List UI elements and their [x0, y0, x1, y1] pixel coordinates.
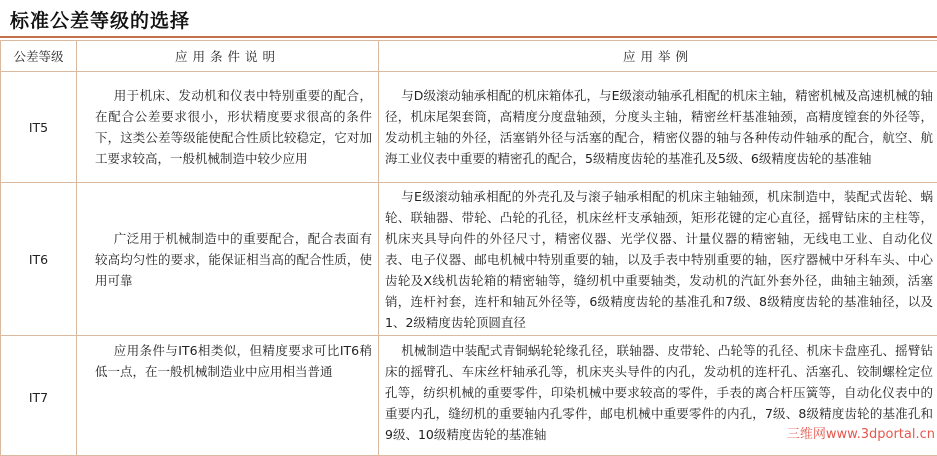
header-condition: 应用条件说明: [77, 41, 379, 72]
table-row: [1, 183, 937, 336]
grade-cell: IT5: [1, 72, 77, 183]
grade-cell: IT7: [1, 336, 77, 456]
example-cell: 与D级滚动轴承相配的机床箱体孔，与E级滚动轴承孔相配的机床主轴，精密机械及高速机械的轴径，机床尾架套筒，高精度分度盘轴颈，分度头主轴，精密丝杆基准轴颈，高精度镗套的外径等，发动机主轴的外径，活塞销外径与活塞的配合，精密仪器的轴与各种传动件轴承的配合，航空、航海工业仪表中重要的精密孔的配合，5级精度齿轮的基准孔及5级、6级精度齿轮的基准轴: [379, 72, 937, 183]
title-bar: [0, 0, 937, 38]
grade-cell: IT6: [1, 183, 77, 336]
site-watermark: 三维网www.3dportal.cn: [787, 423, 935, 442]
header-example: 应用举例: [379, 41, 937, 72]
example-cell: 与E级滚动轴承相配的外壳孔及与滚子轴承相配的机床主轴轴颈，机床制造中，装配式齿轮、蜗轮、联轴器、带轮、凸轮的孔径，机床丝杆支承轴颈，矩形花键的定心直径，摇臂钻床的主柱等，机床夹具导向件的外径尺寸，精密仪器、光学仪器、计量仪器的精密轴，无线电工业、自动化仪表、电子仪器、邮电机械中特别重要的轴，以及手表中特别重要的轴，医疗器械中牙科车头、中心齿轮及X线机齿轮箱的精密轴等，缝纫机中重要轴类，发动机的汽缸外套外径，曲轴主轴颈，活塞销，连杆衬套，连杆和轴瓦外径等，6级精度齿轮的基准孔和7级、8级精度齿轮的基准轴径，以及1、2级精度齿轮顶圆直径: [379, 183, 937, 336]
tolerance-grade-table: [0, 40, 937, 456]
example-cell: 机械制造中装配式青铜蜗轮轮缘孔径，联轴器、皮带轮、凸轮等的孔径、机床卡盘座孔、摇臂钻床的摇臂孔、车床丝杆轴承孔等，机床夹头导件的内孔，发动机的连杆孔、活塞孔、铰制螺栓定位孔等，纺织机械的重要零件，印染机械中要求较高的零件，手表的离合杆压簧等，自动化仪表中的重要内孔，缝纫机的重要轴内孔零件，邮电机械中重要零件的内孔，7级、8级精度齿轮的基准孔和9级、10级精度齿轮的基准轴: [379, 336, 937, 456]
table-row: [1, 72, 937, 183]
condition-cell: 应用条件与IT6相类似，但精度要求可比IT6稍低一点，在一般机械制造业中应用相当普通: [77, 336, 379, 456]
condition-cell: 广泛用于机械制造中的重要配合，配合表面有较高均匀性的要求，能保证相当高的配合性质，使用可靠: [77, 183, 379, 336]
header-grade: 公差等级: [1, 41, 77, 72]
table-header-row: [1, 41, 937, 72]
page-title: 标准公差等级的选择: [10, 6, 190, 33]
condition-cell: 用于机床、发动机和仪表中特别重要的配合，在配合公差要求很小，形状精度要求很高的条件下，这类公差等级能使配合性质比较稳定，它对加工要求较高，一般机械制造中较少应用: [77, 72, 379, 183]
